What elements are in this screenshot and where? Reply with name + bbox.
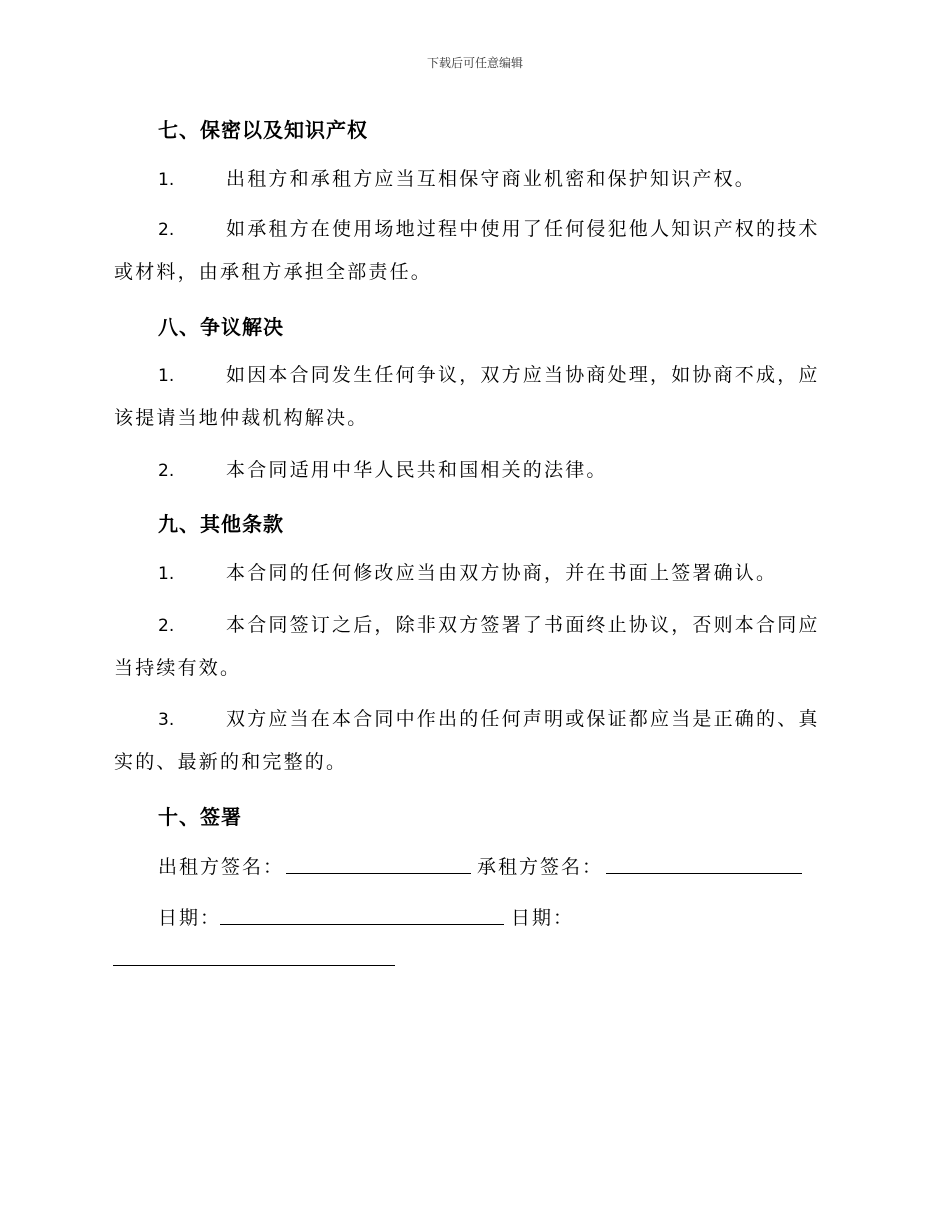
lessee-date-blank[interactable]: [113, 965, 395, 966]
clause-8-2: [114, 449, 834, 492]
clause-text-continued: 当持续有效。: [114, 657, 242, 679]
section-heading-other-terms: 九、其他条款: [158, 512, 284, 536]
clause-number: 2.: [158, 220, 175, 240]
clause-text: 如因本合同发生任何争议，双方应当协商处理，如协商不成，应: [226, 364, 820, 386]
clause-text: 双方应当在本合同中作出的任何声明或保证都应当是正确的、真: [226, 708, 820, 730]
clause-text: 出租方和承租方应当互相保守商业机密和保护知识产权。: [226, 168, 757, 190]
clause-9-1: [114, 552, 834, 595]
clause-9-2: [114, 604, 834, 689]
lessor-date-label: 日期：: [158, 907, 222, 929]
clause-9-3: [114, 698, 834, 783]
section-heading-dispute: 八、争议解决: [158, 315, 284, 339]
clause-number: 1.: [158, 170, 175, 190]
clause-number: 1.: [158, 564, 175, 584]
clause-text-continued: 或材料，由承租方承担全部责任。: [114, 261, 433, 283]
page-header-note: 下载后可任意编辑: [426, 56, 523, 70]
lessee-signature-blank[interactable]: [606, 873, 802, 874]
lessor-date-blank[interactable]: [220, 924, 504, 925]
clause-7-1: [114, 158, 834, 201]
lessee-date-label: 日期：: [511, 907, 575, 929]
clause-number: 2.: [158, 616, 175, 636]
lessor-signature-blank[interactable]: [286, 873, 471, 874]
clause-text: 本合同的任何修改应当由双方协商，并在书面上签署确认。: [226, 562, 778, 584]
clause-7-2: [114, 208, 834, 293]
lessor-signature-label: 出租方签名：: [158, 856, 285, 878]
section-heading-confidentiality: 七、保密以及知识产权: [158, 118, 368, 142]
section-heading-signing: 十、签署: [158, 805, 242, 829]
lessee-signature-label: 承租方签名：: [477, 856, 604, 878]
clause-text: 本合同签订之后，除非双方签署了书面终止协议，否则本合同应: [226, 614, 820, 636]
clause-text-continued: 实的、最新的和完整的。: [114, 751, 348, 773]
clause-text: 本合同适用中华人民共和国相关的法律。: [226, 459, 608, 481]
clause-number: 1.: [158, 366, 175, 386]
clause-text-continued: 该提请当地仲裁机构解决。: [114, 407, 369, 429]
clause-number: 3.: [158, 710, 175, 730]
clause-number: 2.: [158, 461, 175, 481]
clause-8-1: [114, 354, 834, 439]
clause-text: 如承租方在使用场地过程中使用了任何侵犯他人知识产权的技术: [226, 218, 820, 240]
